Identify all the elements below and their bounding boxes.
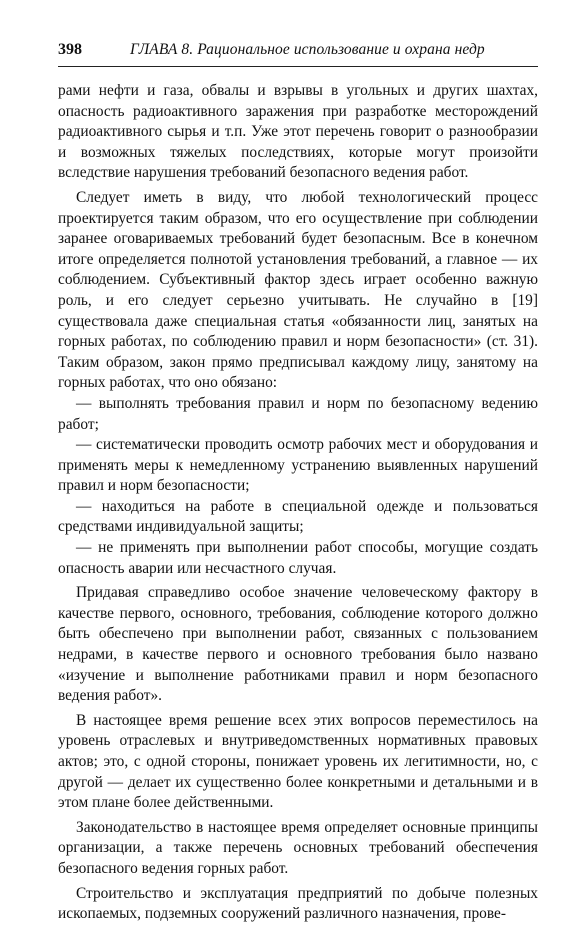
paragraph: Придавая справедливо особое значение человеческому фактору в качестве первого, основного, требования, соблюдение которого должно быть обеспечено при выполнении работ, связанных с пользованием недрами, в качестве первого и основного требования было названо «изучение и выполнение работниками правил и норм безопасного ведения работ». <box>58 584 538 705</box>
paragraph: В настоящее время решение всех этих вопросов переместилось на уровень отраслевых и внутриведомственных нормативных правовых актов; это, с одной стороны, понижает уровень их легитимности, но, с другой — делает их существенно более конкретными и детальными и в этом плане более действенными. <box>58 711 538 812</box>
paragraph: Законодательство в настоящее время определяет основные принципы организации, а также перечень основных требований обеспечения безопасного ведения горных работ. <box>58 818 538 877</box>
running-head: ГЛАВА 8. Рациональное использование и охрана недр <box>130 41 485 58</box>
paragraph: Строительство и эксплуатация предприятий по добыче полезных ископаемых, подземных сооружений различного назначения, прове- <box>58 884 538 923</box>
list-item: — систематически проводить осмотр рабочих мест и оборудования и применять меры к немедленному устранению выявленных нарушений правил и норм безопасности; <box>58 436 538 495</box>
paragraph: рами нефти и газа, обвалы и взрывы в угольных и других шахтах, опасность радиоактивного заражения при разработке месторождений радиоактивного сырья и т.п. Уже этот перечень говорит о разнообразии и возможных тяжелых последствиях, которые могут произойти вследствие нарушения требований безопасного ведения работ. <box>58 82 538 182</box>
list-item: — не применять при выполнении работ способы, могущие создать опасность аварии или несчастного случая. <box>58 539 538 577</box>
list-item: — находиться на работе в специальной одежде и пользоваться средствами индивидуальной защиты; <box>58 497 538 536</box>
book-page <box>58 40 538 929</box>
paragraph: Следует иметь в виду, что любой технологический процесс проектируется таким образом, что его осуществление при соблюдении заранее оговариваемых требований будет безопасным. Все в конечном итоге определяется полнотой установления требований, а главное — их соблюдением. Субъективный фактор здесь играет особенно важную роль, и его следует серьезно учитывать. Не случайно в [19] существовала даже специальная статья «обязанности лиц, занятых на горных работах, по соблюдению правил и норм безопасности» (ст. 31). Таким образом, закон прямо предписывал каждому лицу, занятому на горных работах, что оно обязано: <box>58 188 538 392</box>
list-item: — выполнять требования правил и норм по безопасному ведению работ; <box>58 394 538 433</box>
page-number: 398 <box>58 41 82 58</box>
page-header <box>58 40 538 67</box>
